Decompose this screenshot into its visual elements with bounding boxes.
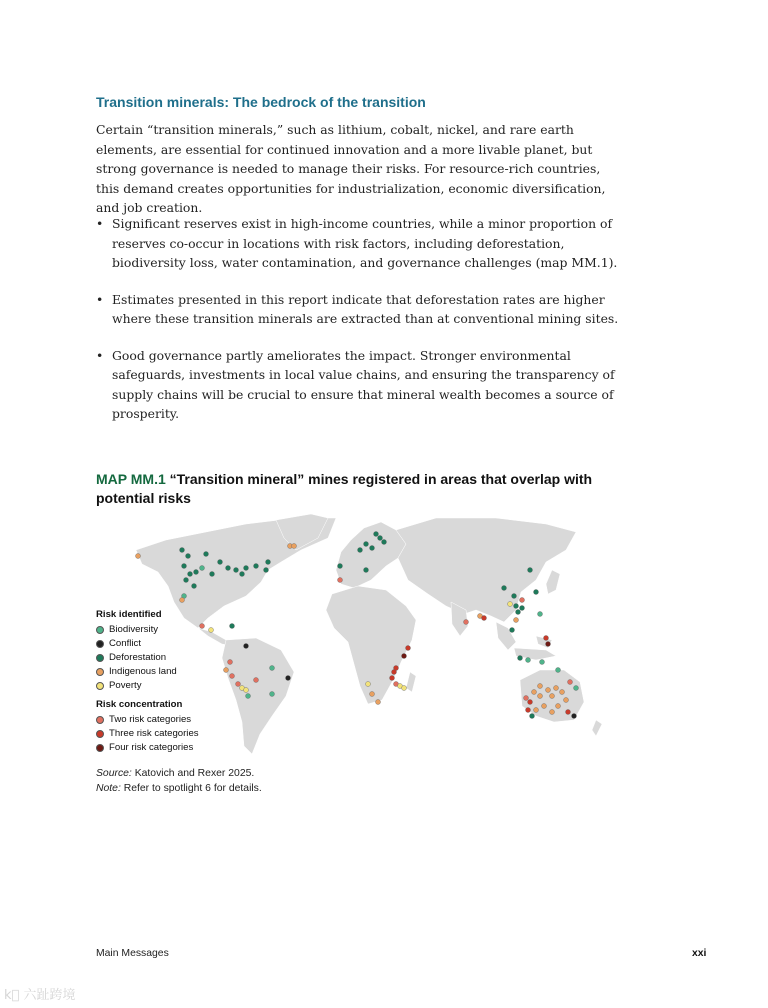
mine-point — [464, 620, 469, 625]
mine-point — [524, 696, 529, 701]
legend-item-conflict: Conflict — [96, 637, 199, 651]
mine-point — [568, 680, 573, 685]
mine-point — [514, 618, 519, 623]
mine-point — [376, 700, 381, 705]
mine-point — [240, 572, 245, 577]
watermark: k⃝ 六趾跨境 — [4, 988, 76, 1003]
mine-point — [534, 708, 539, 713]
list-item — [96, 290, 626, 329]
mine-point — [244, 688, 249, 693]
mine-point — [254, 678, 259, 683]
source-line: Source: Katovich and Rexer 2025. — [96, 768, 255, 779]
mine-point — [520, 606, 525, 611]
legend-item-indigenous-land: Indigenous land — [96, 665, 199, 679]
mine-point — [180, 598, 185, 603]
section-title: Transition minerals: The bedrock of the transition — [96, 94, 426, 110]
page-number: xxi — [692, 948, 707, 959]
mine-point — [508, 602, 513, 607]
mine-point — [390, 676, 395, 681]
four-risks-swatch-icon — [96, 744, 104, 752]
conflict-swatch-icon — [96, 640, 104, 648]
mine-point — [512, 594, 517, 599]
mine-point — [528, 568, 533, 573]
mine-point — [188, 572, 193, 577]
mine-point — [546, 642, 551, 647]
intro-paragraph: Certain “transition minerals,” such as lithium, cobalt, nickel, and rare earth elements, are essential for continued innovation and a more livable planet, but strong governance is needed to manage their risks. For resource-rich countries, this demand creates opportunities for industrialization, economic diversification, and job creation. — [96, 122, 606, 215]
mine-point — [554, 686, 559, 691]
map-title — [96, 470, 636, 508]
mine-point — [544, 636, 549, 641]
madagascar — [406, 672, 416, 692]
mine-point — [402, 654, 407, 659]
mine-point — [286, 676, 291, 681]
mine-point — [556, 668, 561, 673]
legend-item-biodiversity: Biodiversity — [96, 623, 199, 637]
mine-point — [218, 560, 223, 565]
legend-item-poverty: Poverty — [96, 679, 199, 693]
mine-point — [542, 704, 547, 709]
mine-point — [538, 694, 543, 699]
mine-point — [224, 668, 229, 673]
mine-point — [180, 548, 185, 553]
mine-point — [566, 710, 571, 715]
mine-point — [550, 694, 555, 699]
mine-point — [194, 570, 199, 575]
mine-point — [574, 686, 579, 691]
map-label: MAP MM.1 — [96, 471, 166, 487]
new-zealand — [592, 720, 602, 736]
mine-point — [518, 656, 523, 661]
mine-point — [254, 564, 259, 569]
mine-point — [246, 694, 251, 699]
list-item — [96, 346, 626, 424]
mine-point — [526, 658, 531, 663]
mine-point — [244, 644, 249, 649]
europe — [336, 522, 406, 588]
mine-point — [510, 628, 515, 633]
asia — [396, 518, 576, 622]
mine-point — [366, 682, 371, 687]
note-line: Note: Refer to spotlight 6 for details. — [96, 783, 262, 794]
southeast-asia — [496, 622, 556, 660]
bullet-text: Good governance partly ameliorates the impact. Stronger environmental safeguards, investments in local value chains, and ensuring the transparency of supply chains will be crucial to ensure that mineral wealth becomes a source of prosperity. — [112, 347, 615, 421]
mine-point — [234, 568, 239, 573]
mine-point — [230, 674, 235, 679]
legend-item-two-risks: Two risk categories — [96, 713, 199, 727]
mine-point — [136, 554, 141, 559]
mine-point — [528, 700, 533, 705]
mine-point — [540, 660, 545, 665]
mine-point — [406, 646, 411, 651]
mine-point — [374, 532, 379, 537]
footer-section-name: Main Messages — [96, 948, 169, 959]
mine-point — [266, 560, 271, 565]
mine-point — [530, 714, 535, 719]
mine-point — [364, 568, 369, 573]
mine-point — [546, 688, 551, 693]
map-legend — [96, 609, 199, 755]
japan — [546, 570, 560, 594]
mine-point — [186, 554, 191, 559]
mine-point — [184, 578, 189, 583]
list-item — [96, 214, 626, 273]
mine-point — [264, 568, 269, 573]
mine-point — [382, 540, 387, 545]
bullet-text: Significant reserves exist in high-income countries, while a minor proportion of reserves co-occur in locations with risk factors, including deforestation, biodiversity loss, water contamination, and governance challenges (map MM.1). — [112, 216, 618, 270]
map-caption — [96, 766, 262, 796]
mine-point — [482, 616, 487, 621]
mine-point — [236, 682, 241, 687]
biodiversity-swatch-icon — [96, 626, 104, 634]
mine-point — [192, 584, 197, 589]
mine-point — [514, 604, 519, 609]
mine-point — [572, 714, 577, 719]
bullet-icon: • — [96, 291, 104, 307]
mine-point — [520, 598, 525, 603]
mine-point — [550, 710, 555, 715]
mine-point — [270, 666, 275, 671]
mine-point — [538, 612, 543, 617]
mine-point — [338, 564, 343, 569]
mine-point — [556, 704, 561, 709]
mine-point — [338, 578, 343, 583]
mine-point — [200, 624, 205, 629]
mine-point — [270, 692, 275, 697]
bullet-icon: • — [96, 347, 104, 363]
legend-heading-risk: Risk identified — [96, 609, 162, 620]
mine-point — [364, 542, 369, 547]
indigenous-land-swatch-icon — [96, 668, 104, 676]
two-risks-swatch-icon — [96, 716, 104, 724]
mine-point — [182, 564, 187, 569]
mine-point — [204, 552, 209, 557]
mine-point — [209, 628, 214, 633]
mine-point — [392, 670, 397, 675]
mine-point — [358, 548, 363, 553]
poverty-swatch-icon — [96, 682, 104, 690]
legend-heading-concentration: Risk concentration — [96, 699, 183, 710]
mine-point — [502, 586, 507, 591]
mine-point — [230, 624, 235, 629]
mine-point — [210, 572, 215, 577]
deforestation-swatch-icon — [96, 654, 104, 662]
legend-item-deforestation: Deforestation — [96, 651, 199, 665]
mine-point — [532, 690, 537, 695]
mine-point — [226, 566, 231, 571]
mine-point — [292, 544, 297, 549]
bullet-icon: • — [96, 216, 104, 231]
mine-point — [402, 686, 407, 691]
mine-point — [370, 692, 375, 697]
key-messages-list — [96, 214, 626, 441]
mine-point — [228, 660, 233, 665]
mine-point — [526, 708, 531, 713]
map-title-text: “Transition mineral” mines registered in areas that overlap with potential risks — [96, 471, 593, 506]
mine-point — [534, 590, 539, 595]
mine-point — [370, 546, 375, 551]
legend-item-four-risks: Four risk categories — [96, 741, 199, 755]
mine-point — [378, 536, 383, 541]
mine-point — [200, 566, 205, 571]
mine-point — [564, 698, 569, 703]
south-america — [222, 638, 294, 754]
three-risks-swatch-icon — [96, 730, 104, 738]
mine-point — [244, 566, 249, 571]
mine-point — [560, 690, 565, 695]
mine-point — [538, 684, 543, 689]
bullet-text: Estimates presented in this report indicate that deforestation rates are higher where these transition minerals are extracted than at conventional mining sites. — [112, 291, 619, 326]
mine-point — [516, 610, 521, 615]
legend-item-three-risks: Three risk categories — [96, 727, 199, 741]
